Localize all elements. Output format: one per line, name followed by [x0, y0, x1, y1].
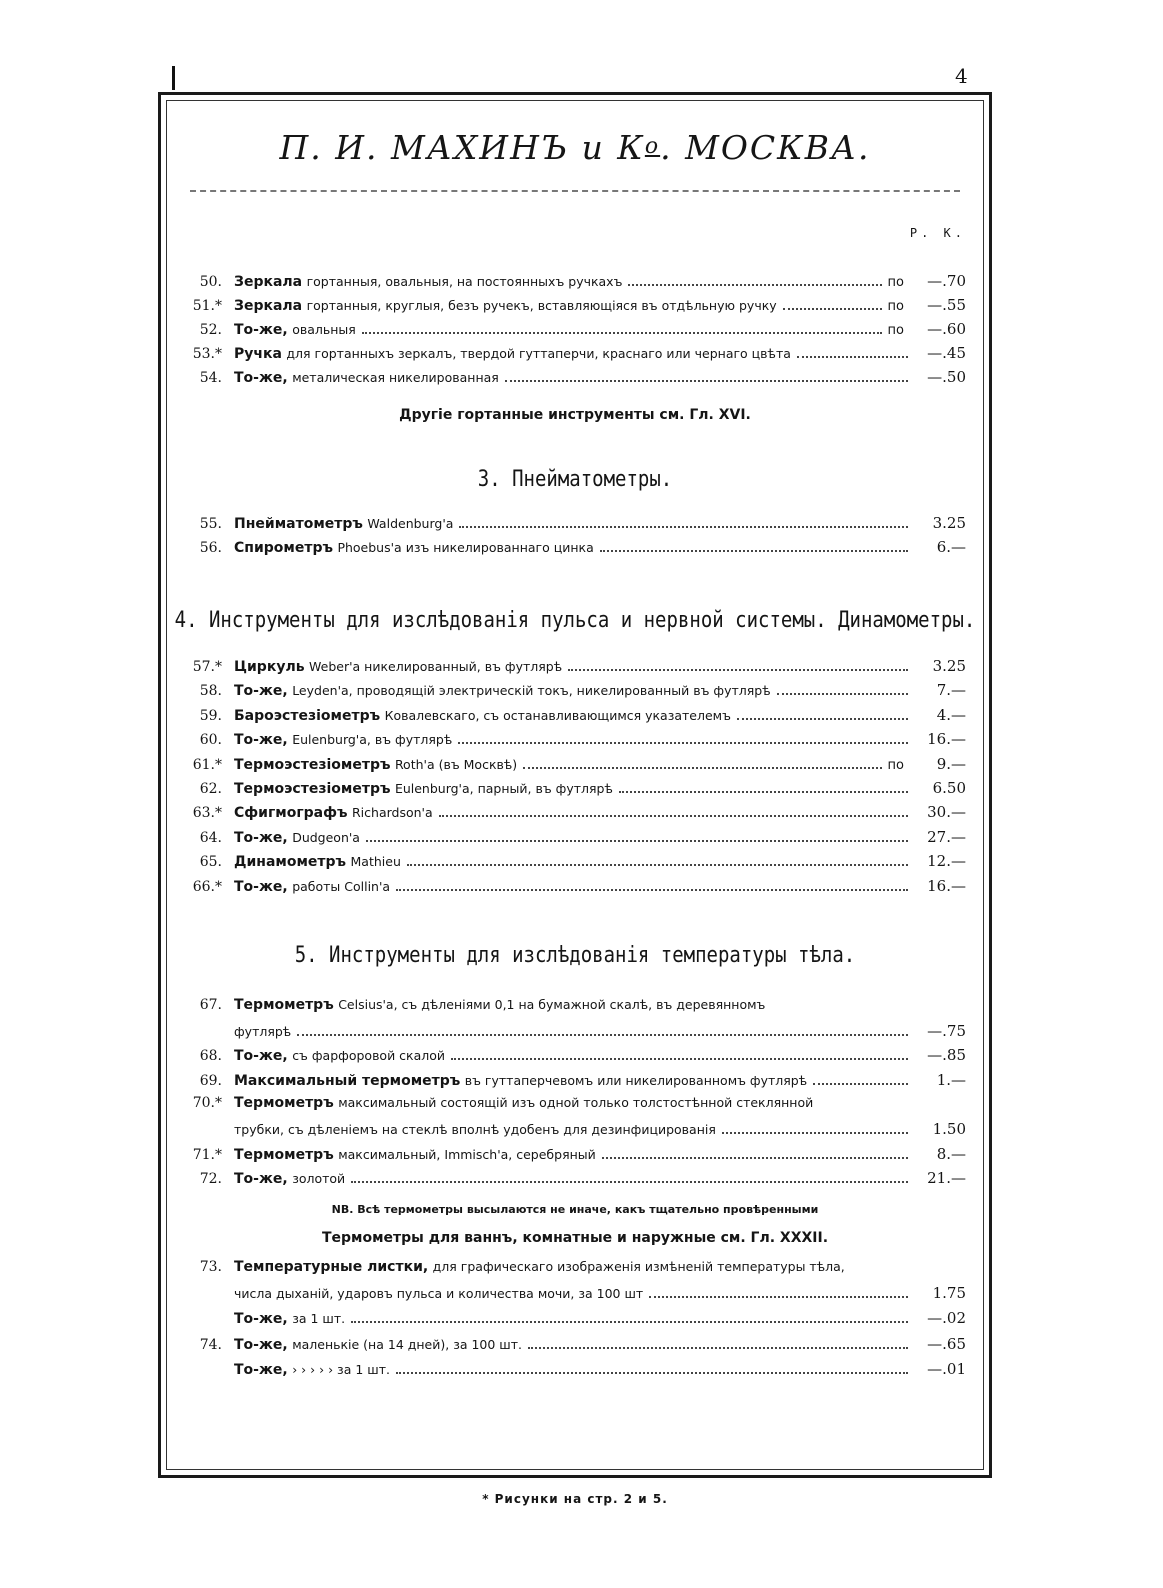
item-number: 68.: [199, 1048, 222, 1065]
leader-dots: [628, 284, 881, 286]
leader-dots: [459, 526, 908, 528]
item-price: 1.—: [936, 1070, 966, 1089]
item-text: Eulenburg'a, въ футлярѣ: [292, 732, 453, 748]
item-description: [234, 370, 499, 386]
item-price: 7.—: [936, 681, 966, 700]
item-description: [234, 708, 731, 724]
list-item: [190, 730, 966, 752]
section-heading-4: 4. Инструменты для изслѣдованiя пульса и нервной системы. Динамометры.: [174, 607, 976, 633]
item-text: Dudgeon'a: [292, 829, 360, 845]
leader-dots: [396, 1372, 908, 1374]
item-description: [234, 346, 791, 362]
item-text: Weber'a никелированный, въ футлярѣ: [309, 659, 563, 674]
item-number: 56.: [199, 540, 222, 556]
leader-dots: [568, 669, 908, 671]
item-number: 61.*: [192, 756, 222, 773]
item-qualifier: по: [887, 275, 904, 290]
header-rule: [190, 190, 960, 192]
leader-dots: [351, 1321, 908, 1323]
item-number: 62.: [199, 781, 222, 797]
item-description: [234, 1171, 345, 1187]
item-price: —.60: [927, 320, 966, 338]
list-item: [190, 1046, 966, 1068]
item-name: То-же,: [234, 370, 288, 386]
item-name: Термометръ: [234, 997, 334, 1013]
item-name: Термоэстезiометръ: [234, 781, 391, 797]
item-name: То-же,: [234, 322, 288, 338]
item-number: 69.: [199, 1072, 222, 1089]
item-text: трубки, съ дѣленiемъ на стеклѣ вполнѣ удобенъ для дезинфицированiя: [234, 1122, 716, 1137]
item-price: 16.—: [927, 730, 966, 749]
leader-dots: [396, 889, 908, 891]
note-larynx: Другiе гортанные инструменты см. Гл. XVI.: [399, 407, 751, 423]
item-description: [234, 516, 453, 532]
item-qualifier: по: [887, 323, 904, 338]
leader-dots: [777, 693, 908, 695]
list-item: [190, 706, 966, 728]
item-name: То-же,: [234, 1336, 288, 1353]
item-text: числа дыханiй, ударовъ пульса и количества мочи, за 100 шт: [234, 1286, 644, 1302]
leader-dots: [439, 815, 908, 817]
item-description: [234, 997, 765, 1013]
item-name: То-же,: [234, 878, 288, 895]
item-description: [234, 1259, 845, 1275]
leader-dots: [528, 1347, 908, 1349]
item-text: Ковалевскаго, съ останавливающимся указателемъ: [384, 707, 731, 723]
list-item: [190, 368, 966, 390]
list-item: [190, 1095, 966, 1117]
item-number: 60.: [199, 732, 222, 749]
list-item: [190, 538, 966, 560]
item-name: Термометръ: [234, 1095, 334, 1112]
leader-dots: [407, 864, 908, 866]
item-text: Eulenburg'a, парный, въ футлярѣ: [394, 781, 613, 796]
item-price: —.01: [927, 1359, 966, 1378]
item-text: золотой: [292, 1171, 346, 1187]
item-qualifier: по: [887, 757, 904, 773]
page-mark: [172, 66, 175, 90]
item-text: овальныя: [292, 322, 356, 337]
item-description: [234, 274, 622, 290]
item-description: [234, 298, 777, 314]
item-number: 63.*: [192, 805, 222, 822]
item-description: [234, 1337, 522, 1353]
list-item: [190, 997, 966, 1019]
section-heading-5: 5. Инструменты для изслѣдованiя температуры тѣла.: [294, 942, 856, 968]
item-description: [234, 322, 356, 338]
leader-dots: [297, 1034, 908, 1036]
item-description: [234, 659, 562, 675]
item-number: 73.: [199, 1259, 222, 1275]
item-name: То-же,: [234, 829, 288, 846]
item-description: [234, 683, 771, 699]
list-item: [190, 852, 966, 874]
list-item: [190, 296, 966, 318]
item-description: [234, 1147, 596, 1163]
item-price: 3.25: [932, 514, 966, 532]
item-price: 12.—: [927, 852, 966, 871]
item-name: Динамометръ: [234, 854, 347, 871]
item-name: То-же,: [234, 1361, 288, 1378]
item-price: —.02: [927, 1309, 966, 1328]
item-price: 3.25: [932, 657, 966, 675]
list-item: [190, 1169, 966, 1191]
leader-dots: [602, 1157, 908, 1159]
item-number: 53.*: [192, 346, 222, 362]
item-text: Roth'a (въ Москвѣ): [394, 756, 518, 772]
item-text: металическая никелированная: [292, 370, 499, 385]
leader-dots: [366, 840, 908, 842]
list-item: [190, 1120, 966, 1142]
item-number: 51.*: [192, 298, 222, 314]
item-description: [234, 854, 401, 870]
item-text: Phoebus'a изъ никелированнаго цинка: [337, 540, 594, 555]
list-item: [190, 779, 966, 801]
item-description: [234, 1073, 807, 1089]
leader-dots: [505, 380, 908, 382]
item-price: —.45: [927, 344, 966, 362]
list-item: [190, 1360, 966, 1382]
item-name: Пнейматометръ: [234, 516, 363, 532]
item-number: 70.*: [192, 1095, 222, 1112]
item-price: 16.—: [927, 876, 966, 895]
item-price: —.85: [927, 1046, 966, 1065]
item-price: 30.—: [927, 803, 966, 822]
footer-note: * Рисунки на стр. 2 и 5.: [482, 1492, 668, 1506]
item-description: [234, 1286, 643, 1302]
item-description: [234, 1362, 390, 1378]
item-text: работы Collin'a: [292, 878, 391, 894]
item-name: То-же,: [234, 1048, 288, 1065]
item-name: Бароэстезiометръ: [234, 707, 381, 724]
leader-dots: [351, 1181, 908, 1183]
leader-dots: [451, 1058, 908, 1060]
item-number: 55.: [199, 516, 222, 532]
item-price: 9.—: [936, 754, 966, 773]
item-name: Зеркала: [234, 298, 303, 314]
item-price: 21.—: [927, 1169, 966, 1188]
item-description: [234, 1122, 716, 1138]
item-text: для гортанныхъ зеркалъ, твердой гуттаперчи, краснаго или чернаго цвѣта: [286, 346, 791, 361]
list-item: [190, 514, 966, 536]
item-number: 66.*: [192, 878, 222, 895]
item-text: за 1 шт.: [292, 1311, 346, 1327]
list-item: [190, 828, 966, 850]
item-text: максимальный, Immisch'a, серебряный: [338, 1146, 596, 1162]
item-description: [234, 1095, 813, 1111]
item-text: съ фарфоровой скалой: [292, 1048, 446, 1064]
item-number: 57.*: [192, 659, 222, 675]
item-number: 59.: [199, 707, 222, 724]
item-text: гортанныя, круглыя, безъ ручекъ, вставляющiяся въ отдѣльную ручку: [306, 298, 777, 313]
item-text: максимальный состоящiй изъ одной только толстостѣнной стеклянной: [338, 1095, 814, 1111]
item-text: въ гуттаперчевомъ или никелированномъ футлярѣ: [464, 1072, 808, 1088]
item-price: —.50: [927, 368, 966, 386]
item-description: [234, 781, 613, 797]
item-price: —.75: [927, 1021, 966, 1040]
page-number: 4: [955, 64, 968, 88]
list-item: [190, 320, 966, 342]
leader-dots: [722, 1132, 908, 1134]
firm-title: П. И. МАХИНЪ и $К^о$. МОСКВА.: [279, 128, 871, 167]
item-name: Температурные листки,: [234, 1259, 429, 1275]
leader-dots: [797, 356, 908, 358]
item-text: › › › › › за 1 шт.: [292, 1361, 390, 1377]
item-description: [234, 540, 594, 556]
list-item: [190, 803, 966, 825]
item-name: Зеркала: [234, 274, 303, 290]
item-text: гортанныя, овальныя, на постоянныхъ ручкахъ: [306, 274, 623, 289]
item-price: —.55: [927, 296, 966, 314]
list-item: [190, 1145, 966, 1167]
item-number: 64.: [199, 829, 222, 846]
list-item: [190, 657, 966, 679]
item-price: 1.75: [932, 1284, 966, 1303]
item-name: То-же,: [234, 1171, 288, 1188]
item-text: футлярѣ: [234, 1023, 292, 1039]
leader-dots: [600, 550, 908, 552]
item-name: Циркуль: [234, 659, 305, 675]
item-number: 72.: [199, 1171, 222, 1188]
item-description: [234, 830, 360, 846]
leader-dots: [737, 718, 908, 720]
item-price: —.70: [927, 272, 966, 290]
item-price: 6.—: [936, 538, 966, 556]
item-name: То-же,: [234, 1311, 288, 1328]
item-description: [234, 805, 433, 821]
item-name: Спирометръ: [234, 540, 333, 556]
leader-dots: [458, 742, 908, 744]
leader-dots: [619, 791, 908, 793]
item-text: Waldenburg'a: [367, 516, 454, 531]
item-name: Термометръ: [234, 1146, 334, 1163]
item-description: [234, 1048, 445, 1064]
item-text: Richardson'a: [352, 805, 433, 821]
item-name: Термоэстезiометръ: [234, 756, 391, 773]
item-number: 50.: [199, 274, 222, 290]
leader-dots: [813, 1083, 908, 1085]
list-item: [190, 1335, 966, 1357]
list-item: [190, 272, 966, 294]
section-heading-3: 3. Пнейматометры.: [477, 466, 673, 492]
item-description: [234, 732, 452, 748]
item-qualifier: по: [887, 299, 904, 314]
item-description: [234, 757, 517, 773]
leader-dots: [783, 308, 882, 310]
item-number: 74.: [199, 1336, 222, 1353]
item-description: [234, 1311, 345, 1327]
note-thermo-bath: Термометры для ваннъ, комнатные и наружные см. Гл. XXXII.: [321, 1230, 829, 1246]
item-text: Mathieu: [350, 854, 401, 870]
item-name: То-же,: [234, 683, 288, 700]
leader-dots: [362, 332, 882, 334]
list-item: [190, 755, 966, 777]
item-description: [234, 1024, 291, 1040]
item-number: 52.: [199, 322, 222, 338]
item-number: 54.: [199, 370, 222, 386]
list-item: [190, 1071, 966, 1093]
item-price: 8.—: [936, 1144, 966, 1163]
list-item: [190, 1022, 966, 1044]
note-thermo-nb: NB. Всѣ термометры высылаются не иначе, какъ тщательно провѣренными: [331, 1203, 819, 1216]
item-name: Ручка: [234, 346, 282, 362]
item-name: Максимальный термометръ: [234, 1072, 461, 1089]
list-item: [190, 1284, 966, 1306]
list-item: [190, 344, 966, 366]
item-price: 4.—: [936, 705, 966, 724]
item-price: 6.50: [932, 779, 966, 797]
list-item: [190, 877, 966, 899]
item-number: 65.: [199, 854, 222, 871]
item-number: 71.*: [192, 1146, 222, 1163]
item-name: Сфигмографъ: [234, 805, 348, 822]
item-name: То-же,: [234, 732, 288, 749]
leader-dots: [523, 767, 881, 769]
item-description: [234, 879, 390, 895]
item-number: 67.: [199, 997, 222, 1013]
item-number: 58.: [199, 683, 222, 700]
item-text: маленькiе (на 14 дней), за 100 шт.: [292, 1336, 523, 1352]
list-item: [190, 1259, 966, 1281]
item-price: —.65: [927, 1334, 966, 1353]
item-text: для графическаго изображенiя измѣненiй температуры тѣла,: [432, 1259, 845, 1274]
item-price: 1.50: [932, 1120, 966, 1138]
list-item: [190, 1309, 966, 1331]
price-column-head: Р. К.: [909, 226, 966, 240]
list-item: [190, 681, 966, 703]
item-price: 27.—: [927, 827, 966, 846]
item-text: Celsius'a, съ дѣленiями 0,1 на бумажной скалѣ, въ деревянномъ: [338, 997, 766, 1012]
item-text: Leyden'a, проводящiй электрическiй токъ, никелированный въ футлярѣ: [292, 683, 771, 699]
leader-dots: [649, 1296, 908, 1298]
